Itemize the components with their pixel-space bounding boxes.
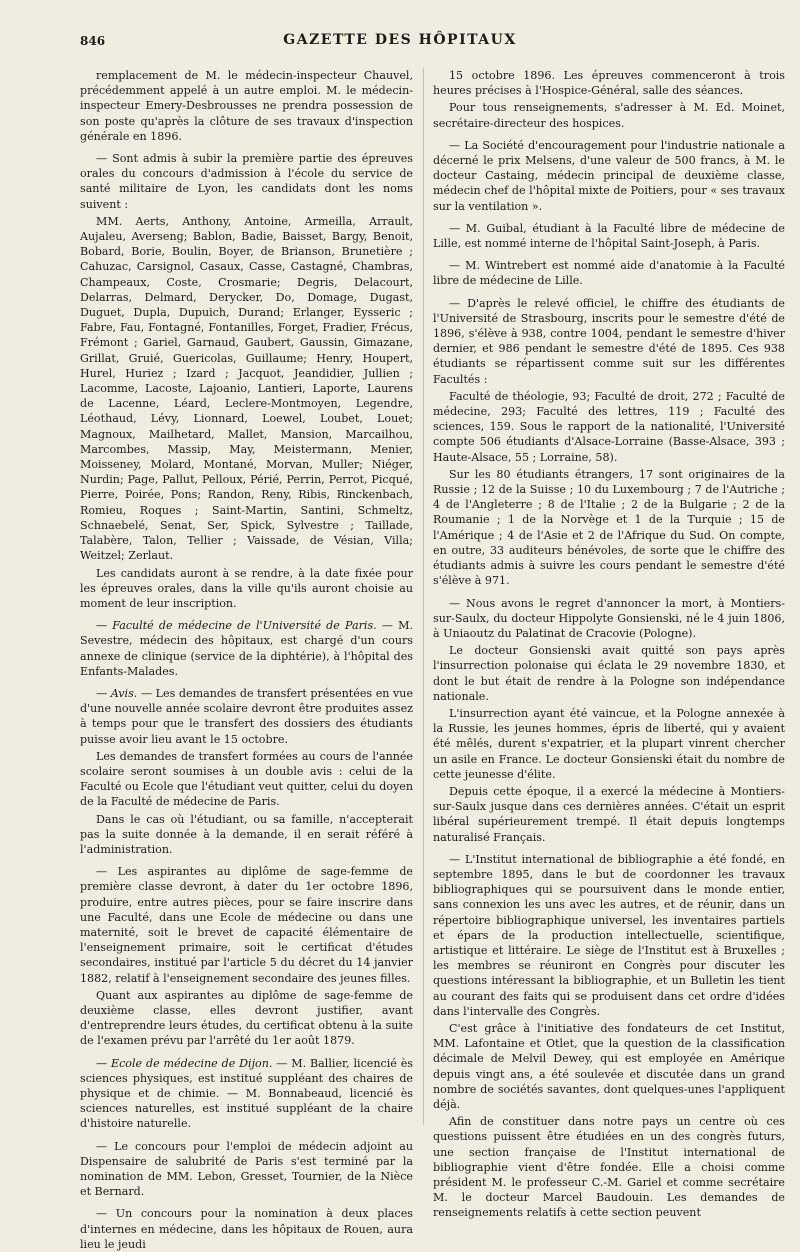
paragraph-text: — Les demandes de transfert présentées en vue d'une nouvelle année scolaire devront être produites assez à temps pour que le transfert des dossiers des étudiants puisse avoir lieu avant le 15 octobre.: [80, 686, 414, 746]
paragraph-text: L'insurrection ayant été vaincue, et la Pologne annexée à la Russie, les jeunes hommes, épris de liberté, qui y avaient été mêlés, durent s'expatrier, et la plupart vinrent chercher un asile en France. Le docteur Gonsienski était du nombre de cette jeunesse d'élite.: [433, 706, 785, 781]
paragraph-text: — Le concours pour l'emploi de médecin adjoint au Dispensaire de salubrité de Paris s'est terminé par la nomination de MM. Lebon, Gresset, Tournier, de la Nièce et Bernard.: [80, 1139, 413, 1199]
paragraph: [433, 643, 785, 704]
paragraph: [80, 749, 413, 810]
paragraph: [80, 68, 413, 144]
paragraph-text: Pour tous renseignements, s'adresser à M. Ed. Moinet, secrétaire-directeur des hospices.: [433, 101, 785, 130]
section-lead: — Faculté de médecine de l'Université de Paris.: [96, 619, 377, 633]
paragraph: [80, 812, 413, 858]
section-lead: — Ecole de médecine de Dijon.: [96, 1056, 273, 1070]
paragraph: [433, 784, 785, 845]
paragraph-text: — M. Ballier, licencié ès sciences physiques, est institué suppléant des chaires de physique et de chimie. — M. Bonnabeaud, licencié ès sciences naturelles, est institué suppléant de la chaire d'histoire naturelle.: [80, 1056, 413, 1131]
paragraph-text: Dans le cas où l'étudiant, ou sa famille, n'accepterait pas la suite donnée à la demande, il en serait référé à l'administration.: [80, 812, 413, 856]
paragraph: [80, 988, 413, 1049]
paragraph-text: Afin de constituer dans notre pays un centre où ces questions puissent être étudiées en un des congrès futurs, une section française de l'Institut international de bibliographie vient d'être fondée. Elle a choisi comme président M. le professeur C.-M. Gariel et comme secrétaire M. le docteur Marcel Baudouin. Les demandes de renseignements relatifs à cette section peuvent: [433, 1115, 785, 1220]
paragraph-text: — M. Wintrebert est nommé aide d'anatomie à la Faculté libre de médecine de Lille.: [433, 259, 785, 288]
running-head: GAZETTE DES HÔPITAUX: [283, 32, 517, 48]
paragraph: [433, 1021, 785, 1112]
paragraph-text: Depuis cette époque, il a exercé la médecine à Montiers-sur-Saulx jusque dans ces dernières années. C'était un esprit libéral supérieurement trempé. Il était depuis longtemps naturalisé Français.: [433, 784, 785, 844]
paragraph-text: C'est grâce à l'initiative des fondateurs de cet Institut, MM. Lafontaine et Otlet, que la question de la classification décimale de Melvil Dewey, qui est employée en Amérique depuis vingt ans, a été soulevée et discutée dans un grand nombre de sociétés savantes, dont quelques-unes l'appliquent déjà.: [433, 1021, 785, 1111]
column-rule: [423, 68, 424, 1125]
paragraph-text: Les demandes de transfert formées au cours de l'année scolaire seront soumises à un double avis : celui de la Faculté ou Ecole que l'étudiant veut quitter, celui du doyen de la Faculté de médecine de Paris.: [80, 749, 413, 809]
paragraph: [433, 100, 785, 130]
paragraph-text: Sur les 80 étudiants étrangers, 17 sont originaires de la Russie ; 12 de la Suisse ; 10 du Luxembourg ; 7 de l'Autriche ; 4 de l'Angleterre ; 8 de l'Italie ; 2 de la Bulgarie ; 2 de la Roumanie ; 1 de la Norvège et 1 de la Turquie ; 15 de l'Amérique ; 4 de l'Asie et 2 de l'Afrique du Sud. On compte, en outre, 33 auditeurs bénévoles, de sorte que le chiffre des étudiants admis à suivre les cours pendant le semestre d'été s'élève à 971.: [433, 467, 785, 588]
paragraph-text: — M. Guibal, étudiant à la Faculté libre de médecine de Lille, est nommé interne de l'hôpital Saint-Joseph, à Paris.: [433, 221, 785, 251]
paragraph: [80, 151, 413, 212]
paragraph: [433, 68, 785, 98]
paragraph: [80, 566, 413, 612]
paragraph: [433, 467, 785, 589]
paragraph: [80, 864, 413, 986]
paragraph: [433, 221, 785, 251]
paragraph-text: — Les aspirantes au diplôme de sage-femme de première classe devront, à dater du 1er octobre 1896, produire, entre autres pièces, pour se faire inscrire dans une Faculté, dans une Ecole de médecine ou dans une maternité, soit le brevet de capacité élémentaire de l'enseignement primaire, soit le certificat d'études secondaires, institué par l'article 5 du décret du 14 janvier 1882, relatif à l'enseignement secondaire des jeunes filles.: [80, 865, 413, 985]
left-column: [80, 68, 414, 1251]
paragraph-text: Le docteur Gonsienski avait quitté son pays après l'insurrection polonaise qui éclata le 29 novembre 1830, et dont le but était de rendre à la Pologne son indépendance nationale.: [433, 644, 785, 703]
section-lead: — Avis.: [96, 686, 138, 700]
paragraph-text: remplacement de M. le médecin-inspecteur Chauvel, précédemment appelé à un autre emploi. M. le médecin-inspecteur Emery-Desbrousses ne prendra possession de son poste qu'après la clôture de ses travaux d'inspection générale en 1896.: [80, 69, 413, 143]
paragraph: [80, 618, 413, 679]
paragraph: [80, 1139, 413, 1200]
paragraph-text: 15 octobre 1896. Les épreuves commenceront à trois heures précises à l'Hospice-Général, salle des séances.: [433, 69, 785, 98]
paragraph-text: — Un concours pour la nomination à deux places d'internes en médecine, dans les hôpitaux de Rouen, aura lieu le jeudi: [80, 1207, 413, 1251]
right-column: [433, 68, 785, 1220]
paragraph-text: — M. Sevestre, médecin des hôpitaux, est chargé d'un cours annexe de clinique (service de la diphtérie), à l'hôpital des Enfants-Malades.: [80, 619, 413, 678]
paragraph: [80, 214, 413, 564]
page-number: 846: [80, 34, 106, 48]
paragraph: [80, 1206, 413, 1252]
paragraph-text: Quant aux aspirantes au diplôme de sage-femme de deuxième classe, elles devront justifier, avant d'entreprendre leurs études, du certificat obtenu à la suite de l'examen prévu par l'arrêté du 1er août 1879.: [80, 988, 413, 1048]
paragraph: [433, 138, 785, 214]
paragraph: [433, 296, 785, 387]
paragraph-text: — Sont admis à subir la première partie des épreuves orales du concours d'admission à l'école du service de santé militaire de Lyon, les candidats dont les noms suivent :: [80, 152, 413, 211]
paragraph-text: — La Société d'encouragement pour l'industrie nationale a décerné le prix Melsens, d'une valeur de 500 francs, à M. le docteur Castaing, médecin principal de deuxième classe, médecin chef de l'hôpital mixte de Poitiers, pour « ses travaux sur la ventilation ».: [433, 138, 785, 213]
paragraph-text: — Nous avons le regret d'annoncer la mort, à Montiers-sur-Saulx, du docteur Hippolyte Gonsienski, né le 4 juin 1806, à Uniaoutz du Palatinat de Cracovie (Pologne).: [433, 596, 785, 640]
paragraph-text: Faculté de théologie, 93; Faculté de droit, 272 ; Faculté de médecine, 293; Faculté des lettres, 119 ; Faculté des sciences, 159. Sous le rapport de la nationalité, l'Université compte 506 étudiants d'Alsace-Lorraine (Basse-Alsace, 393 ; Haute-Alsace, 55 ; Lorraine, 58).: [433, 389, 785, 464]
paragraph-text: MM. Aerts, Anthony, Antoine, Armeilla, Arrault, Aujaleu, Averseng; Bablon, Badie, Baisset, Bargy, Benoit, Bobard, Borie, Boulin, Boyer, de Brianson, Brunetière ; Cahuzac, Carsignol, Casaux, Casse, Castagné, Chambras, Champeaux, Coste, Crosmarie; Degris, Delacourt, Delarras, Delmard, Derycker, Do, Domage, Dugast, Duguet, Dupla, Dupuich, Durand; Erlanger, Eysseric ; Fabre, Fau, Fontagné, Fontanilles, Forget, Fradier, Frécus, Frémont ; Gariel, Garnaud, Gaubert, Gaussin, Gimazane, Grillat, Gruié, Guericolas, Guillaume; Henry, Houpert, Hurel, Huriez ; Izard ; Jacquot, Jeandidier, Jullien ; Lacomme, Lacoste, Lajoanio, Lantieri, Laporte, Laurens de Lacenne, Léard, Leclere-Montmoyen, Legendre, Léothaud, Lévy, Lionnard, Loewel, Loubet, Louet; Magnoux, Mailhetard, Mallet, Mansion, Marcailhou, Marcombes, Massip, May, Meistermann, Menier, Moisseney, Molard, Montané, Morvan, Muller; Niéger, Nurdin; Page, Pallut, Pelloux, Périé, Perrin, Perrot, Picqué, Pierre, Poirée, Pons; Randon, Reny, Ribis, Rinckenbach, Romieu, Roques ; Saint-Martin, Santini, Schmeltz, Schnaebelé, Senat, Ser, Spick, Sylvestre ; Taillade, Talabère, Talon, Tellier ; Vaissade, de Vésian, Villa; Weitzel; Zerlaut.: [80, 214, 413, 563]
paragraph: [433, 852, 785, 1019]
paragraph-text: Les candidats auront à se rendre, à la date fixée pour les épreuves orales, dans la ville qu'ils auront choisie au moment de leur inscription.: [80, 566, 413, 610]
paragraph-text: — D'après le relevé officiel, le chiffre des étudiants de l'Université de Strasbourg, inscrits pour le semestre d'été de 1896, s'élève à 938, contre 1004, pendant le semestre d'hiver dernier, et 986 pendant le semestre d'été de 1895. Ces 938 étudiants se répartissent comme suit sur les différentes Facultés :: [433, 296, 785, 386]
paragraph: [433, 596, 785, 642]
paragraph: [80, 686, 413, 747]
paragraph: [80, 1056, 413, 1132]
paragraph: [433, 706, 785, 782]
paragraph: [433, 1114, 785, 1220]
paragraph: [433, 258, 785, 288]
paragraph-text: — L'Institut international de bibliographie a été fondé, en septembre 1895, dans le but de coordonner les travaux bibliographiques qui se poursuivent dans le monde entier, sans connexion les uns avec les autres, et de réunir, dans un répertoire bibliographique universel, les inventaires partiels et épars de la production intellectuelle, scientifique, artistique et littéraire. Le siège de l'Institut est à Bruxelles ; les membres se réuniront en Congrès pour discuter les questions intéressant la bibliographie, et un Bulletin les tient au courant des faits qui se produisent dans cet ordre d'idées dans l'intervalle des Congrès.: [433, 852, 785, 1018]
paragraph: [433, 389, 785, 465]
